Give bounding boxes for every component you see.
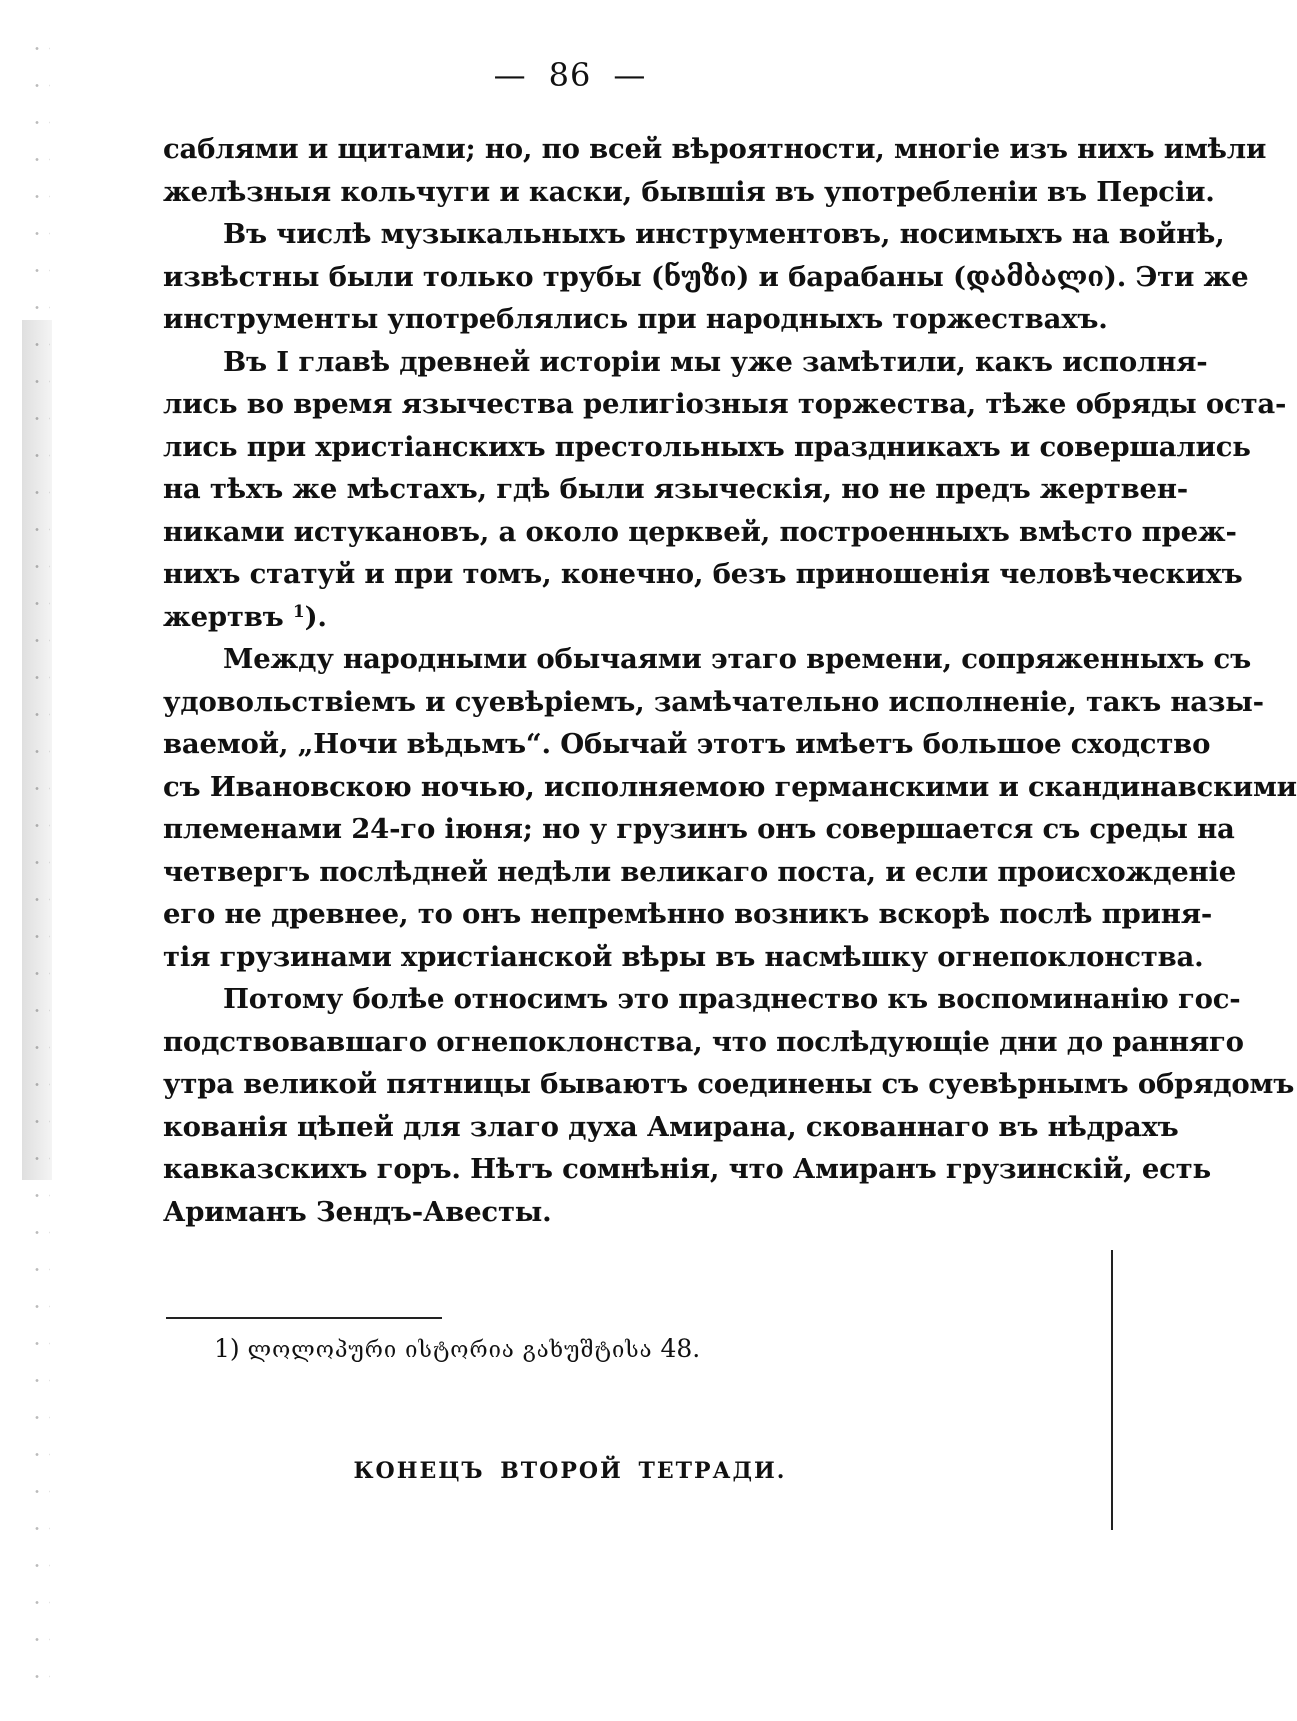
text-line: четвергъ послѣдней недѣли великаго поста, и если происхожденіе <box>163 855 1237 888</box>
text-line: Въ числѣ музыкальныхъ инструментовъ, носимыхъ на войнѣ, <box>223 218 1225 250</box>
text-line: кованія цѣпей для злаго духа Амирана, скованнаго въ нѣдрахъ <box>163 1110 1179 1143</box>
text-line: нихъ статуй и при томъ, конечно, безъ приношенія человѣческихъ <box>163 558 1243 590</box>
text-line: Въ I главѣ древней исторіи мы уже замѣтили, какъ исполня- <box>223 345 1208 378</box>
text-line: на тѣхъ же мѣстахъ, гдѣ были языческія, но не предъ жертвен- <box>163 473 1188 505</box>
text-line: Ариманъ Зендъ-Авесты. <box>163 1195 552 1228</box>
footnote-reference[interactable]: 1 <box>292 601 305 622</box>
text-line: саблями и щитами; но, по всей вѣроятности, многіе изъ нихъ имѣли <box>163 133 1267 165</box>
text-line: лись при христіанскихъ престольныхъ праздникахъ и совершались <box>163 430 1251 463</box>
text-line: желѣзныя кольчуги и каски, бывшія въ употребленіи въ Персіи. <box>163 175 1215 208</box>
text-line: тія грузинами христіанской вѣры въ насмѣшку огнепоклонства. <box>163 940 1204 973</box>
text-fragment: жертвъ <box>163 600 284 633</box>
text-line: кавказскихъ горъ. Нѣтъ сомнѣнія, что Амиранъ грузинскій, есть <box>163 1153 1211 1185</box>
section-end-note: КОНЕЦЪ ВТОРОЙ ТЕТРАДИ. <box>353 1458 787 1484</box>
footnote <box>214 1330 700 1370</box>
text-line: извѣстны были только трубы (ნუზი) и барабаны (დამბალი). Эти же <box>163 260 1249 293</box>
text-line: подствовавшаго огнепоклонства, что послѣдующіе дни до ранняго <box>163 1025 1244 1058</box>
page-number-dash-right: — <box>613 56 647 94</box>
text-line: инструменты употреблялись при народныхъ торжествахъ. <box>163 303 1108 335</box>
footnote-divider <box>166 1317 442 1319</box>
page-number-dash-left: — <box>493 56 527 94</box>
footnote-source-text: ლოლოპური ისტორია გახუშტისა <box>247 1338 653 1363</box>
text-line: лись во время язычества религіозныя торжества, тѣже обряды оста- <box>163 388 1287 420</box>
main-text <box>163 128 1297 1233</box>
page-edge-specks <box>30 30 50 1690</box>
footnote-marker: 1) <box>214 1334 240 1363</box>
text-fragment: ). <box>304 600 327 633</box>
text-line: его не древнее, то онъ непремѣнно возникъ вскорѣ послѣ приня- <box>163 898 1213 930</box>
text-line: удовольствіемъ и суевѣріемъ, замѣчательно исполненіе, такъ назы- <box>163 685 1264 718</box>
text-line: утра великой пятницы бываютъ соединены съ суевѣрнымъ обрядомъ <box>163 1068 1295 1100</box>
page-number-header <box>0 56 1140 94</box>
text-line: Между народными обычаями этаго времени, сопряженныхъ съ <box>223 643 1251 675</box>
text-line-with-footnote-ref <box>163 596 1069 639</box>
text-line: никами истукановъ, а около церквей, построенныхъ вмѣсто преж- <box>163 515 1237 548</box>
footnote-page: 48. <box>660 1334 701 1363</box>
page-number: 86 <box>548 56 592 94</box>
text-line: ваемой, „Ночи вѣдьмъ“. Обычай этотъ имѣетъ большое сходство <box>163 728 1211 760</box>
page-edge-line <box>1111 1250 1113 1530</box>
text-line: съ Ивановскою ночью, исполняемою германскими и скандинавскими <box>163 770 1297 803</box>
text-line: Потому болѣе относимъ это празднество къ воспоминанію гос- <box>223 983 1241 1015</box>
text-line: племенами 24-го іюня; но у грузинъ онъ совершается съ среды на <box>163 813 1235 845</box>
